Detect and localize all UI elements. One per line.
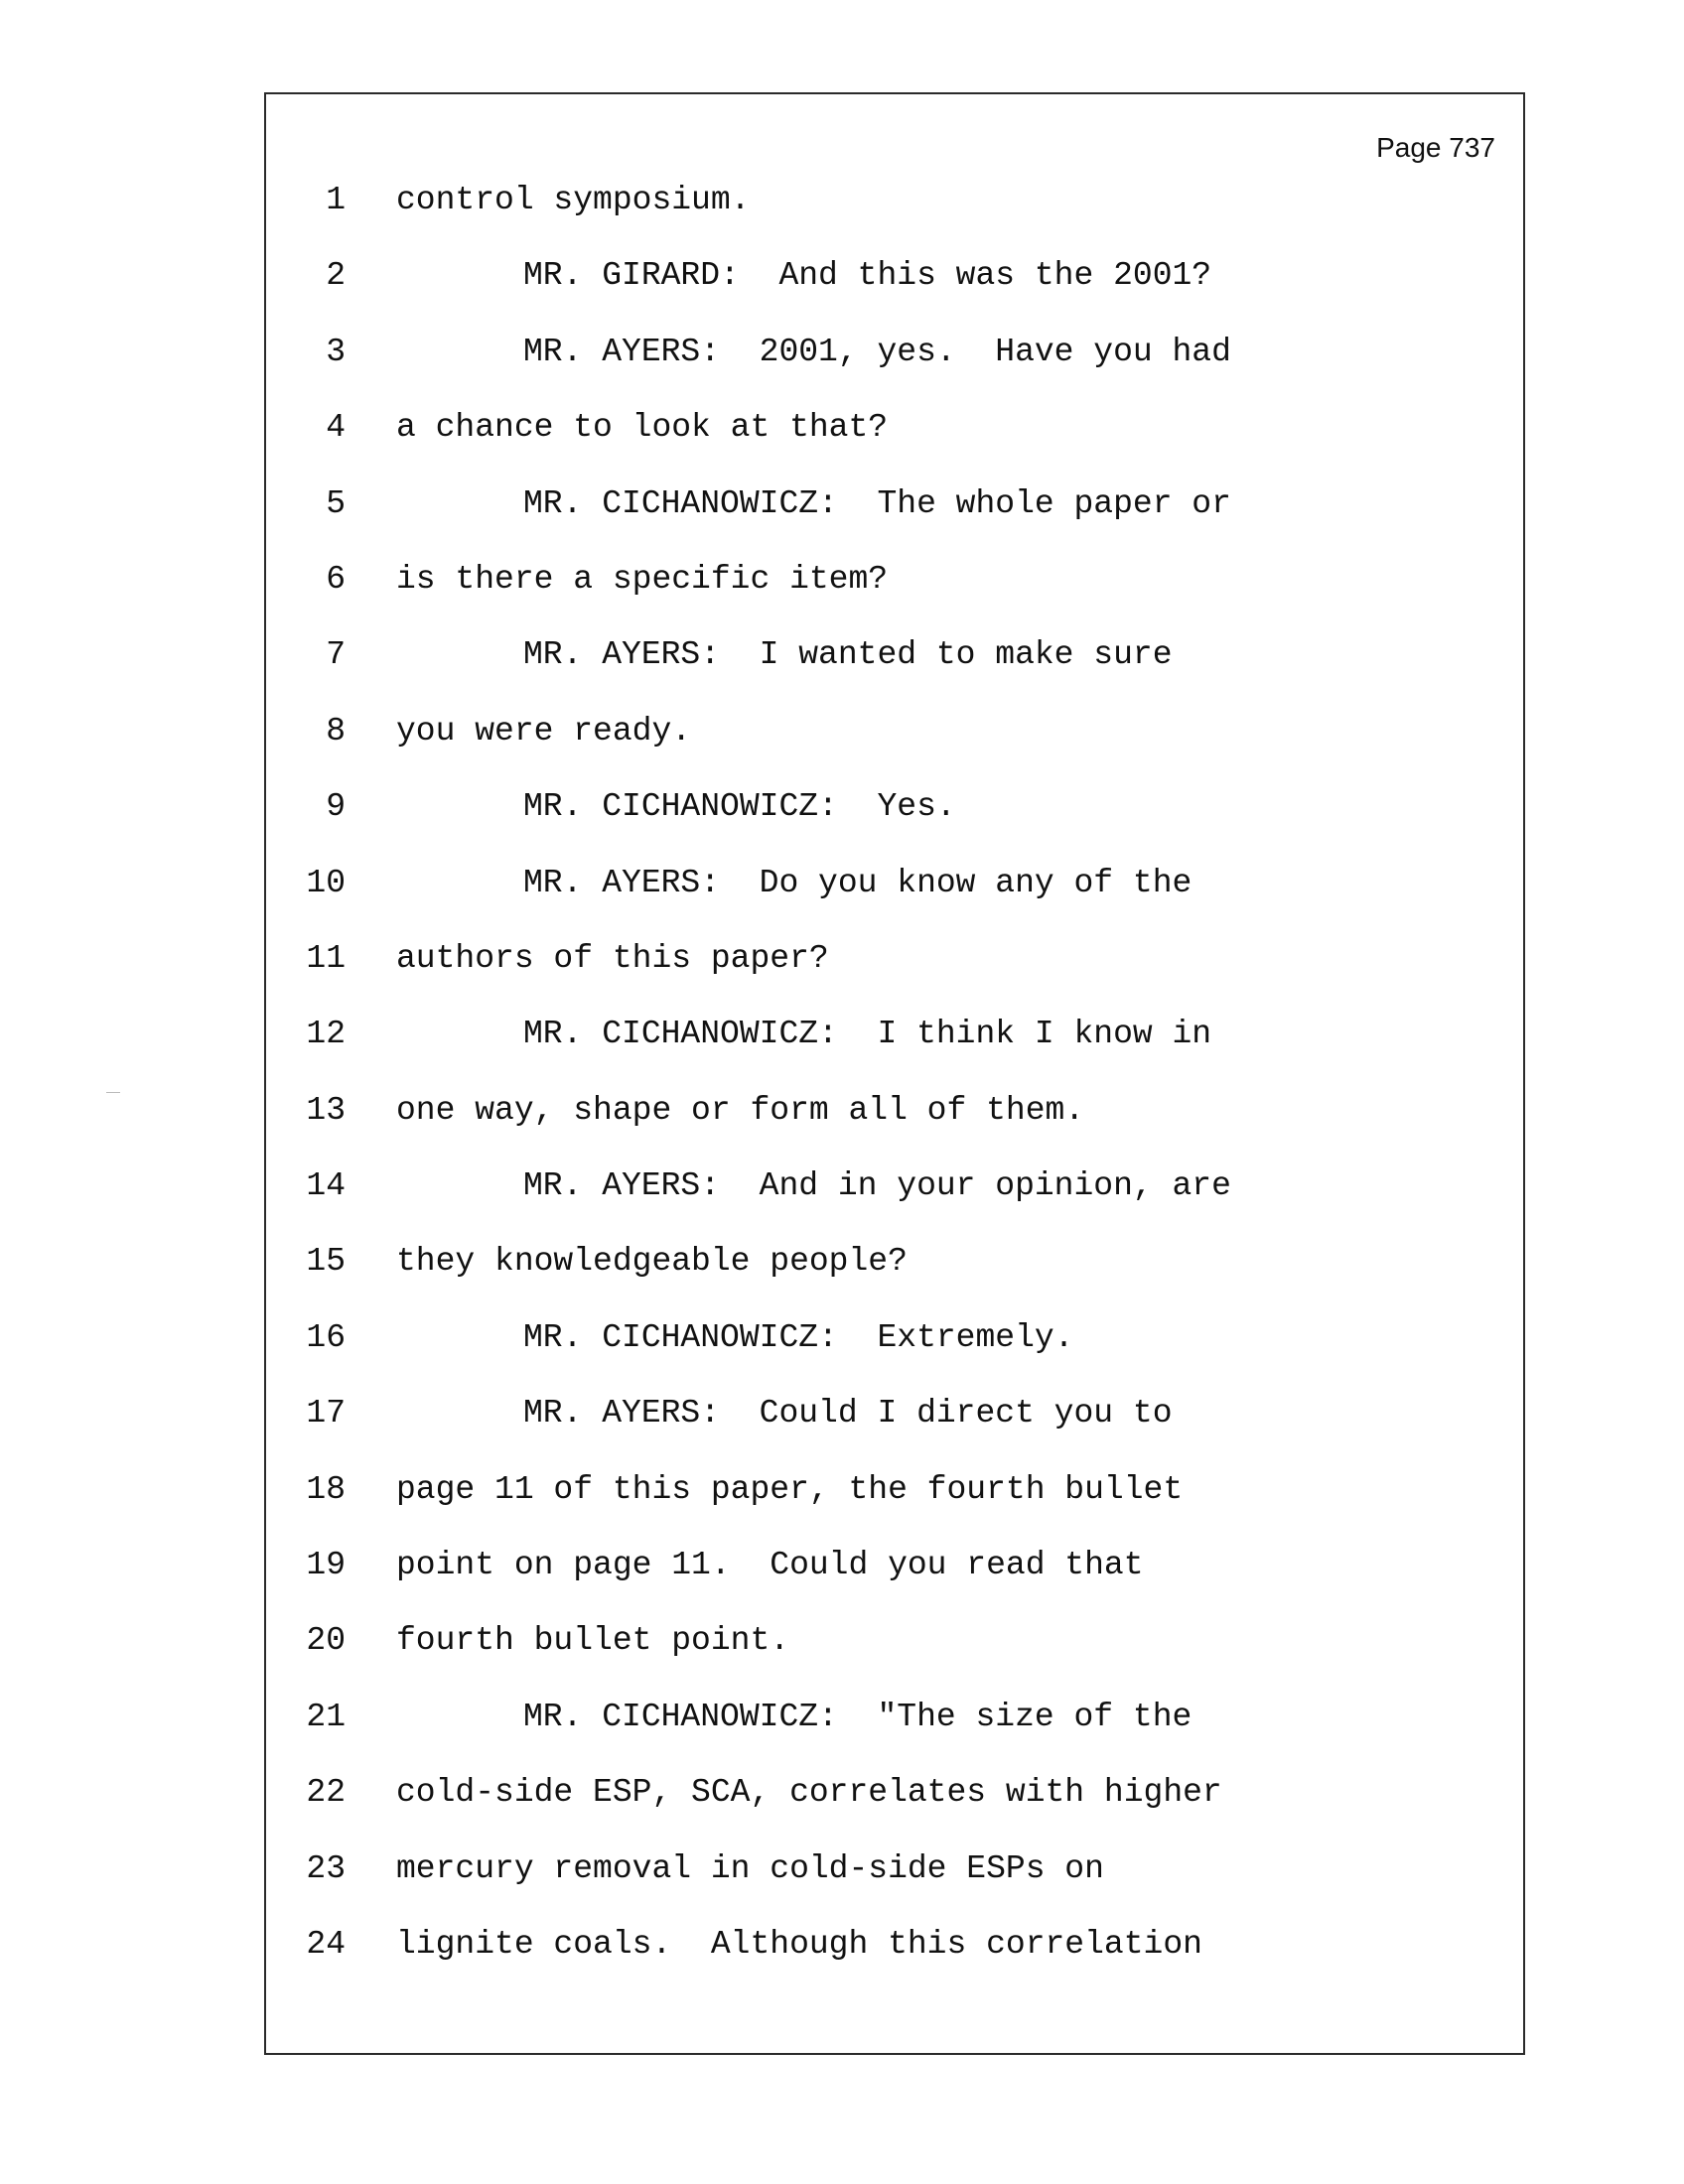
line-number: 10	[306, 864, 346, 901]
transcript-line	[266, 320, 1523, 395]
transcript-line	[266, 1912, 1523, 1987]
transcript-line	[266, 1533, 1523, 1608]
page-number: Page 737	[1376, 132, 1495, 163]
line-number: 1	[326, 182, 346, 218]
transcript-line	[266, 395, 1523, 471]
line-number: 24	[306, 1925, 346, 1963]
transcript-line	[266, 1837, 1523, 1912]
line-text: a chance to look at that?	[396, 409, 889, 447]
transcript-lines	[266, 168, 1523, 1987]
line-number: 3	[326, 333, 346, 370]
line-number: 5	[326, 484, 346, 522]
line-number: 15	[306, 1243, 346, 1281]
line-text: you were ready.	[396, 712, 692, 750]
line-text: MR. CICHANOWICZ: "The size of the	[523, 1698, 1193, 1735]
transcript-line	[266, 699, 1523, 774]
transcript-line	[266, 1305, 1523, 1381]
line-text: MR. AYERS: And in your opinion, are	[523, 1167, 1231, 1205]
line-number: 4	[326, 409, 346, 447]
transcript-line	[266, 1457, 1523, 1533]
line-number: 23	[306, 1849, 346, 1887]
line-number: 22	[306, 1774, 346, 1812]
line-text: MR. AYERS: Could I direct you to	[523, 1395, 1173, 1433]
transcript-line	[266, 622, 1523, 698]
line-text: one way, shape or form all of them.	[396, 1091, 1085, 1129]
line-text: cold-side ESP, SCA, correlates with higher	[396, 1774, 1222, 1812]
line-text: page 11 of this paper, the fourth bullet	[396, 1470, 1184, 1508]
transcript-line	[266, 1685, 1523, 1760]
transcript-line	[266, 547, 1523, 622]
line-number: 16	[306, 1318, 346, 1356]
line-number: 13	[306, 1091, 346, 1129]
line-text: is there a specific item?	[396, 560, 889, 598]
line-number: 18	[306, 1470, 346, 1508]
line-text: MR. AYERS: I wanted to make sure	[523, 636, 1173, 674]
line-number: 7	[326, 636, 346, 674]
line-number: 9	[326, 788, 346, 826]
transcript-page	[264, 92, 1525, 2055]
transcript-line	[266, 1154, 1523, 1229]
transcript-line	[266, 851, 1523, 926]
line-text: fourth bullet point.	[396, 1622, 790, 1660]
transcript-line	[266, 243, 1523, 319]
transcript-line	[266, 926, 1523, 1002]
line-text: control symposium.	[396, 182, 751, 218]
transcript-line	[266, 1078, 1523, 1154]
line-text: authors of this paper?	[396, 939, 829, 977]
line-number: 14	[306, 1167, 346, 1205]
line-text: MR. AYERS: 2001, yes. Have you had	[523, 333, 1231, 370]
line-text: lignite coals. Although this correlation	[396, 1925, 1202, 1963]
line-number: 17	[306, 1395, 346, 1433]
line-text: MR. CICHANOWICZ: I think I know in	[523, 1016, 1212, 1053]
line-text: MR. GIRARD: And this was the 2001?	[523, 257, 1212, 295]
line-number: 8	[326, 712, 346, 750]
line-number: 19	[306, 1547, 346, 1584]
scan-artifact	[106, 1092, 120, 1093]
line-text: mercury removal in cold-side ESPs on	[396, 1849, 1104, 1887]
line-number: 20	[306, 1622, 346, 1660]
transcript-line	[266, 168, 1523, 243]
line-number: 2	[326, 257, 346, 295]
transcript-line	[266, 1608, 1523, 1684]
transcript-line	[266, 774, 1523, 850]
line-text: they knowledgeable people?	[396, 1243, 908, 1281]
transcript-line	[266, 1229, 1523, 1304]
line-number: 12	[306, 1016, 346, 1053]
transcript-line	[266, 1002, 1523, 1077]
line-text: MR. AYERS: Do you know any of the	[523, 864, 1193, 901]
line-number: 21	[306, 1698, 346, 1735]
line-number: 6	[326, 560, 346, 598]
transcript-line	[266, 1760, 1523, 1836]
line-text: MR. CICHANOWICZ: Extremely.	[523, 1318, 1074, 1356]
line-text: MR. CICHANOWICZ: The whole paper or	[523, 484, 1231, 522]
line-number: 11	[306, 939, 346, 977]
transcript-line	[266, 1381, 1523, 1456]
line-text: MR. CICHANOWICZ: Yes.	[523, 788, 956, 826]
transcript-line	[266, 472, 1523, 547]
line-text: point on page 11. Could you read that	[396, 1547, 1144, 1584]
